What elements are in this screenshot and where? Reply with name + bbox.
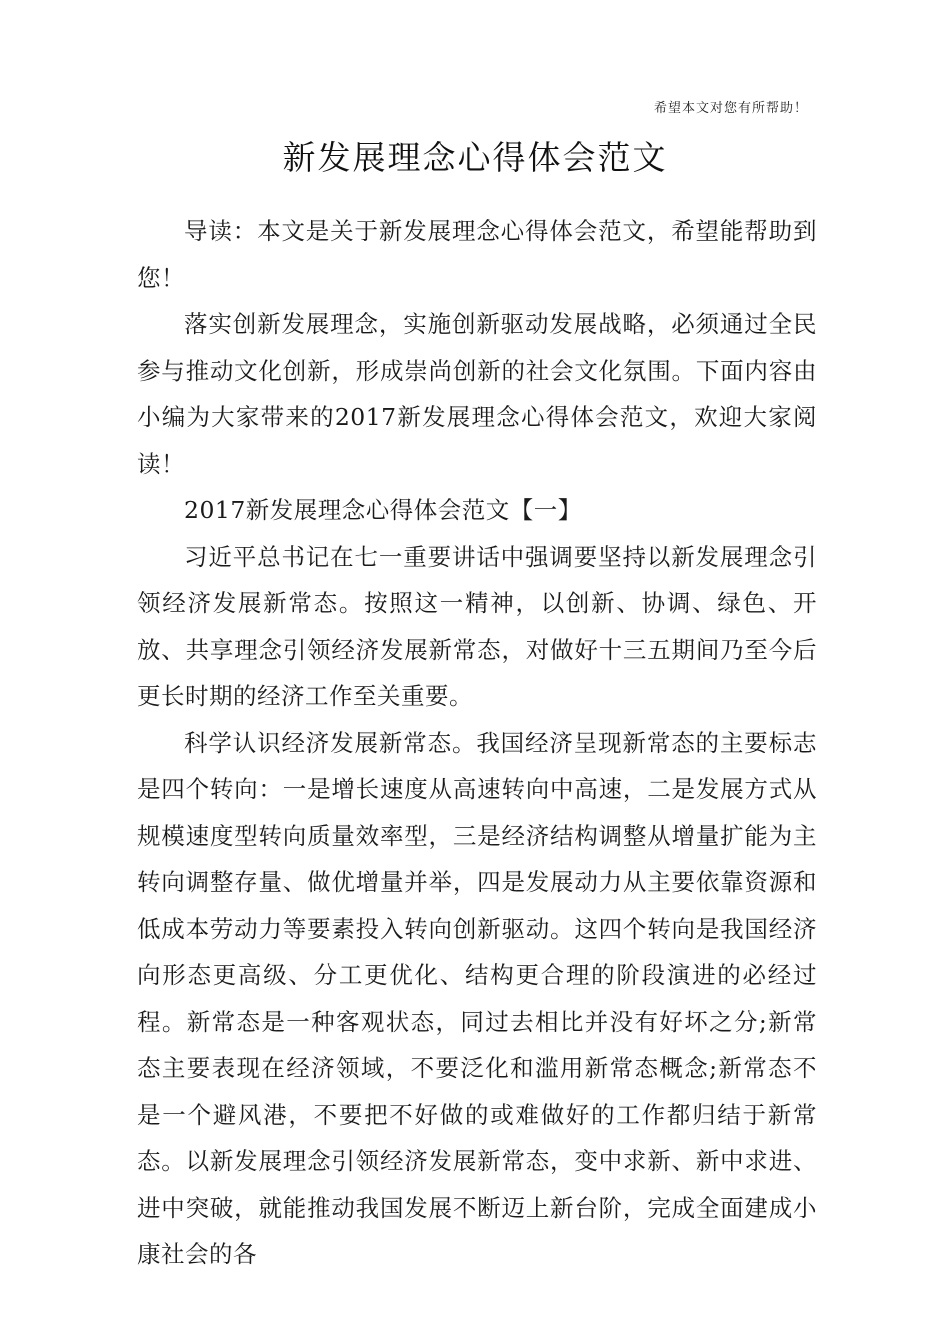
paragraph-intro: 导读：本文是关于新发展理念心得体会范文，希望能帮助到您！ xyxy=(137,217,817,292)
document-title: 新发展理念心得体会范文 xyxy=(282,138,668,177)
section-heading: 2017新发展理念心得体会范文【一】 xyxy=(184,496,582,524)
paragraph-1: 习近平总书记在七一重要讲话中强调要坚持以新发展理念引领经济发展新常态。按照这一精神，以创新、协调、绿色、开放、共享理念引领经济发展新常态，对做好十三五期间乃至今后更长时期的经济工作至关重要。 xyxy=(137,542,817,710)
document-body xyxy=(137,208,817,1278)
paragraph-2: 科学认识经济发展新常态。我国经济呈现新常态的主要标志是四个转向：一是增长速度从高速转向中高速，二是发展方式从规模速度型转向质量效率型，三是经济结构调整从增量扩能为主转向调整存量、做优增量并举，四是发展动力从主要依靠资源和低成本劳动力等要素投入转向创新驱动。这四个转向是我国经济向形态更高级、分工更优化、结构更合理的阶段演进的必经过程。新常态是一种客观状态，同过去相比并没有好坏之分;新常态主要表现在经济领域，不要泛化和滥用新常态概念;新常态不是一个避风港，不要把不好做的或难做好的工作都归结于新常态。以新发展理念引领经济发展新常态，变中求新、新中求进、进中突破，就能推动我国发展不断迈上新台阶，完成全面建成小康社会的各 xyxy=(137,728,817,1268)
paragraph-overview: 落实创新发展理念，实施创新驱动发展战略，必须通过全民参与推动文化创新，形成崇尚创新的社会文化氛围。下面内容由小编为大家带来的2017新发展理念心得体会范文，欢迎大家阅读！ xyxy=(137,310,817,478)
header-note: 希望本文对您有所帮助！ xyxy=(653,101,808,116)
